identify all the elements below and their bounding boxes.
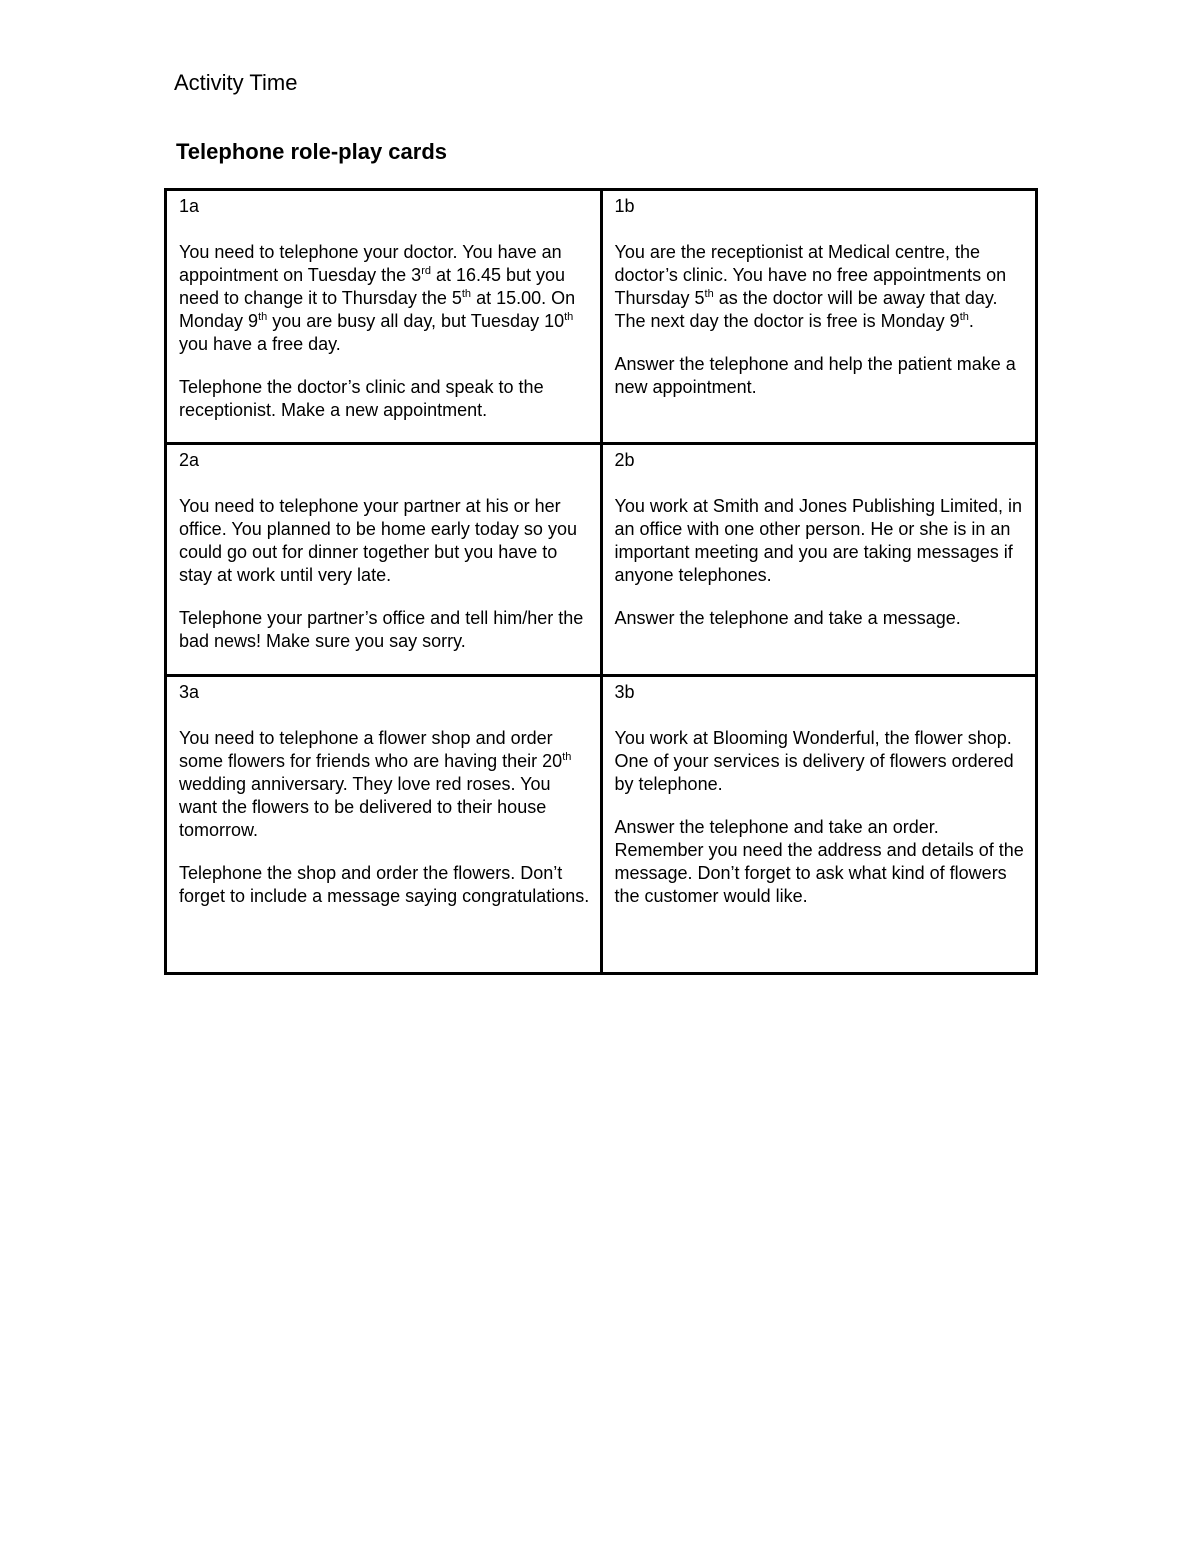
card-text: Telephone the doctor’s clinic and speak to the receptionist. Make a new appointment. [179, 377, 544, 420]
card-text: at 16.45 but you need to change it to Thursday the 5 [179, 265, 566, 308]
card-text: You need to telephone your doctor. You have an appointment on Tuesday the 3 [179, 242, 562, 285]
card-paragraph [179, 241, 590, 356]
ordinal-suffix: th [461, 288, 472, 300]
card-text: . [968, 311, 974, 331]
card-text: wedding anniversary. They love red roses. You want the flowers to be delivered to their house tomorrow. [179, 774, 551, 840]
ordinal-suffix: th [562, 751, 572, 763]
role-play-card [601, 676, 1037, 974]
page-header: Activity Time [174, 70, 298, 95]
role-play-card [601, 444, 1037, 676]
card-paragraph [179, 862, 590, 908]
card-paragraph [615, 353, 1026, 399]
card-label: 1a [179, 196, 200, 216]
card-paragraph [615, 241, 1026, 333]
card-paragraph [615, 495, 1026, 587]
card-text: Answer the telephone and take an order. Remember you need the address and details of the message. Don’t forget to ask what kind of flowers the customer would like. [614, 817, 1024, 906]
role-play-card [166, 444, 602, 676]
card-paragraph [179, 495, 590, 587]
card-text: You work at Blooming Wonderful, the flower shop. One of your services is delivery of flowers ordered by telephone. [614, 728, 1014, 794]
ordinal-suffix: th [704, 288, 714, 300]
card-text: you are busy all day, but Tuesday 10 [267, 311, 565, 331]
card-text: You need to telephone a flower shop and order some flowers for friends who are having their 20 [179, 728, 563, 771]
table-row [166, 676, 1037, 974]
card-label: 1b [614, 196, 635, 216]
ordinal-suffix: rd [421, 265, 431, 277]
ordinal-suffix: th [564, 311, 574, 323]
page-title: Telephone role-play cards [176, 139, 448, 164]
card-text: You work at Smith and Jones Publishing Limited, in an office with one other person. He or she is in an important meeting and you are taking messages if anyone telephones. [614, 496, 1023, 585]
card-text: You need to telephone your partner at his or her office. You planned to be home early today so you could go out for dinner together but you have to stay at work until very late. [179, 496, 577, 585]
card-paragraph [615, 816, 1026, 908]
table-row [166, 444, 1037, 676]
role-play-card [601, 190, 1037, 444]
card-text: at 15.00. On Monday 9 [179, 288, 576, 331]
card-label: 2b [614, 450, 635, 470]
card-text: as the doctor will be away that day. The next day the doctor is free is Monday 9 [614, 288, 998, 331]
card-paragraph [179, 607, 590, 653]
card-paragraph [179, 376, 590, 422]
ordinal-suffix: th [258, 311, 268, 323]
card-label: 2a [179, 450, 200, 470]
card-text: You are the receptionist at Medical centre, the doctor’s clinic. You have no free appointments on Thursday 5 [614, 242, 1007, 308]
card-paragraph [615, 607, 1026, 630]
card-text: Answer the telephone and help the patient make a new appointment. [614, 354, 1016, 397]
card-text: Telephone your partner’s office and tell him/her the bad news! Make sure you say sorry. [179, 608, 584, 651]
card-text: Telephone the shop and order the flowers. Don’t forget to include a message saying congratulations. [179, 863, 590, 906]
card-paragraph [615, 727, 1026, 796]
ordinal-suffix: th [959, 311, 969, 323]
role-play-card [166, 676, 602, 974]
card-text: Answer the telephone and take a message. [614, 608, 961, 628]
card-text: you have a free day. [179, 334, 341, 354]
card-paragraph [179, 727, 590, 842]
card-label: 3a [179, 682, 200, 702]
table-row [166, 190, 1037, 444]
card-label: 3b [614, 682, 635, 702]
role-play-card [166, 190, 602, 444]
role-play-cards-table [164, 188, 1038, 975]
